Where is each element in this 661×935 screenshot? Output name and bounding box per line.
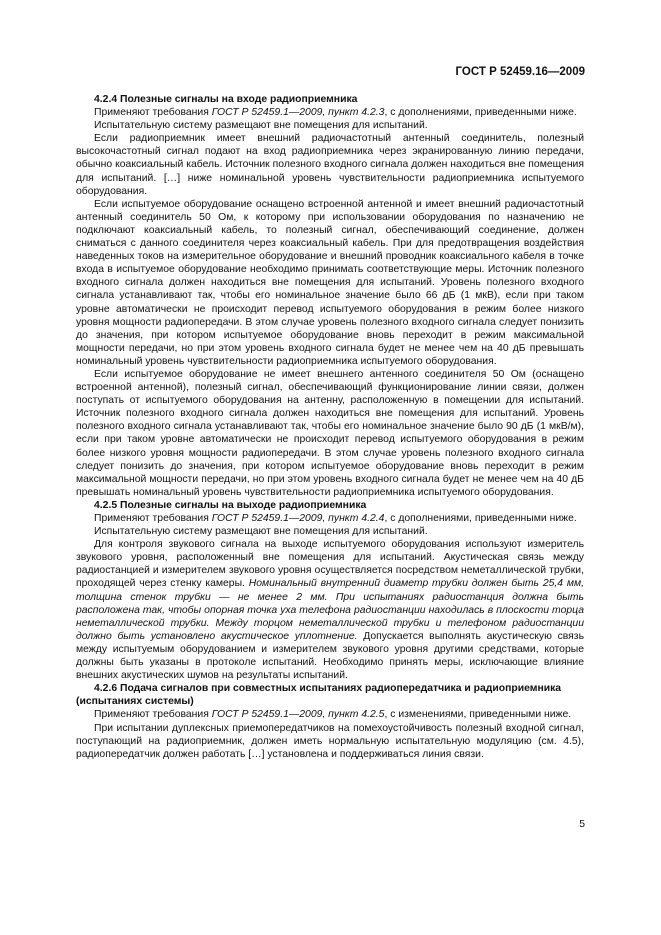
requirements-text: Применяют требования (94, 709, 212, 721)
standard-reference: ГОСТ Р 52459.1—2009, пункт 4.2.4 (211, 513, 385, 524)
document-number: ГОСТ Р 52459.16—2009 (455, 66, 585, 78)
page-number: 5 (579, 819, 585, 830)
paragraph-requirements-4-2-6 (76, 708, 584, 721)
audio-tube-specification: Номинальный внутренний диаметр трубки должен быть 25,4 мм, толщина стенок трубки — не менее 2 мм. При испытаниях радиостанция должна быть расположена так, чтобы опорная точка уха телефона радиостанции находилась в плоскости торца неметаллической трубки. Между торцом неметаллической трубки и телефоном радиостанции должно быть установлено акустическое уплотнение. (76, 578, 584, 642)
paragraph-external-antenna-connector: Если радиоприемник имеет внешний радиочастотный антенный соединитель, полезный высокочастотный сигнал подают на вход радиоприемника через экранированную линию передачи, обычно коаксиальный кабель. Источник полезного входного сигнала должен находиться вне помещения для испытаний. […] ниже номинальной уровень чувствительности радиоприемника испытуемого оборудования. (76, 133, 584, 197)
requirements-text-end: , с дополнениями, приведенными ниже. (384, 107, 577, 119)
section-heading-4-2-5: 4.2.5 Полезные сигналы на выходе радиоприемника (94, 499, 367, 511)
section-heading-4-2-4: 4.2.4 Полезные сигналы на входе радиоприемника (94, 94, 358, 105)
paragraph-audio-output-monitoring (76, 538, 584, 682)
paragraph-test-system-location: Испытательную систему размещают вне помещения для испытаний. (94, 120, 428, 132)
paragraph-test-system-location: Испытательную систему размещают вне помещения для испытаний. (94, 526, 428, 538)
standard-reference: ГОСТ Р 52459.1—2009, пункт 4.2.5 (211, 709, 385, 721)
audio-text-start: Для контроля звукового сигнала на выходе испытуемого оборудования используют измеритель звукового уровня, расположенный вне помещения для испытаний. Акустическая связь между радиостанцией и измерителем звукового уровня осуществляется посредством неметаллической трубки, проходящей через стенку камеры. (76, 539, 584, 590)
paragraph-requirements-4-2-4 (76, 106, 584, 119)
document-body (76, 93, 584, 761)
requirements-text: Применяют требования (94, 107, 212, 119)
paragraph-integral-antenna-with-connector: Если испытуемое оборудование оснащено встроенной антенной и имеет внешний радиочастотный антенный соединитель 50 Ом, к которому при использовании оборудования по назначению не подключают коаксиальный кабель, то полезный сигнал, обеспечивающий соединение, должен сниматься с данного соединителя через коаксиальный кабель. При для предотвращения воздействия наведенных токов на измерительное оборудование и внешний проводник коаксиального кабеля в точке входа в испытуемое оборудование необходимо принимать соответствующие меры. Источник полезного входного сигнала должен находиться вне помещения для испытаний. Уровень полезного входного сигнала устанавливают так, чтобы его номинальное значение было 66 дБ (1 мкВ), если при таком уровне автоматически не происходит перевод испытуемого оборудования в режим более низкого уровня мощности радиопередачи. В этом случае уровень полезного входного сигнала следует понизить до значения, при котором испытуемое оборудование вновь переходит в режим максимальной мощности передачи, но при этом уровень входного сигнала будет не менее чем на 40 дБ превышать номинальный уровень чувствительности радиоприемника испытуемого оборудования. (76, 198, 584, 367)
audio-text-end: Допускается выполнять акустическую связь между испытуемым оборудованием и измерителем звукового уровня другими средствами, которые должны быть указаны в протоколе испытаний. Необходимо принять меры, исключающие влияние внешних акустических шумов на результаты испытаний. (76, 630, 584, 682)
requirements-text-end: , с дополнениями, приведенными ниже. (384, 513, 577, 524)
requirements-text-end: , с изменениями, приведенными ниже. (384, 709, 572, 721)
standard-reference: ГОСТ Р 52459.1—2009, пункт 4.2.3 (211, 107, 385, 119)
requirements-text: Применяют требования (94, 513, 212, 524)
paragraph-requirements-4-2-5 (76, 512, 584, 525)
paragraph-duplex-testing: При испытании дуплексных приемопередатчиков на помехоустойчивость полезный входной сигнал, поступающий на радиоприемник, должен иметь нормальную испытательную модуляцию (см. 4.5), радиопередатчик должен работать […] установлена и поддерживаться линия связи. (76, 722, 584, 760)
section-heading-4-2-6: 4.2.6 Подача сигналов при совместных испытаниях радиопередатчика и радиоприемника (испытаниях системы) (76, 683, 562, 708)
paragraph-integral-antenna-only: Если испытуемое оборудование не имеет внешнего антенного соединителя 50 Ом (оснащено встроенной антенной), полезный сигнал, обеспечивающий функционирование линии связи, должен поступать от испытуемого оборудования на антенну, расположенную в помещении для испытаний. Источник полезного входного сигнала должен находиться вне помещения для испытаний. Уровень полезного входного сигнала устанавливают так, чтобы его номинальное значение было 90 дБ (1 мкВ/м), если при таком уровне автоматически не происходит перевод испытуемого оборудования в режим более низкого уровня мощности радиопередачи. В этом случае уровень полезного входного сигнала следует понизить до значения, при котором испытуемое оборудование вновь переходит в режим максимальной мощности передачи, но при этом уровень входного сигнала будет не менее чем на 40 дБ превышать номинальный уровень чувствительности радиоприемника испытуемого оборудования. (76, 368, 584, 498)
